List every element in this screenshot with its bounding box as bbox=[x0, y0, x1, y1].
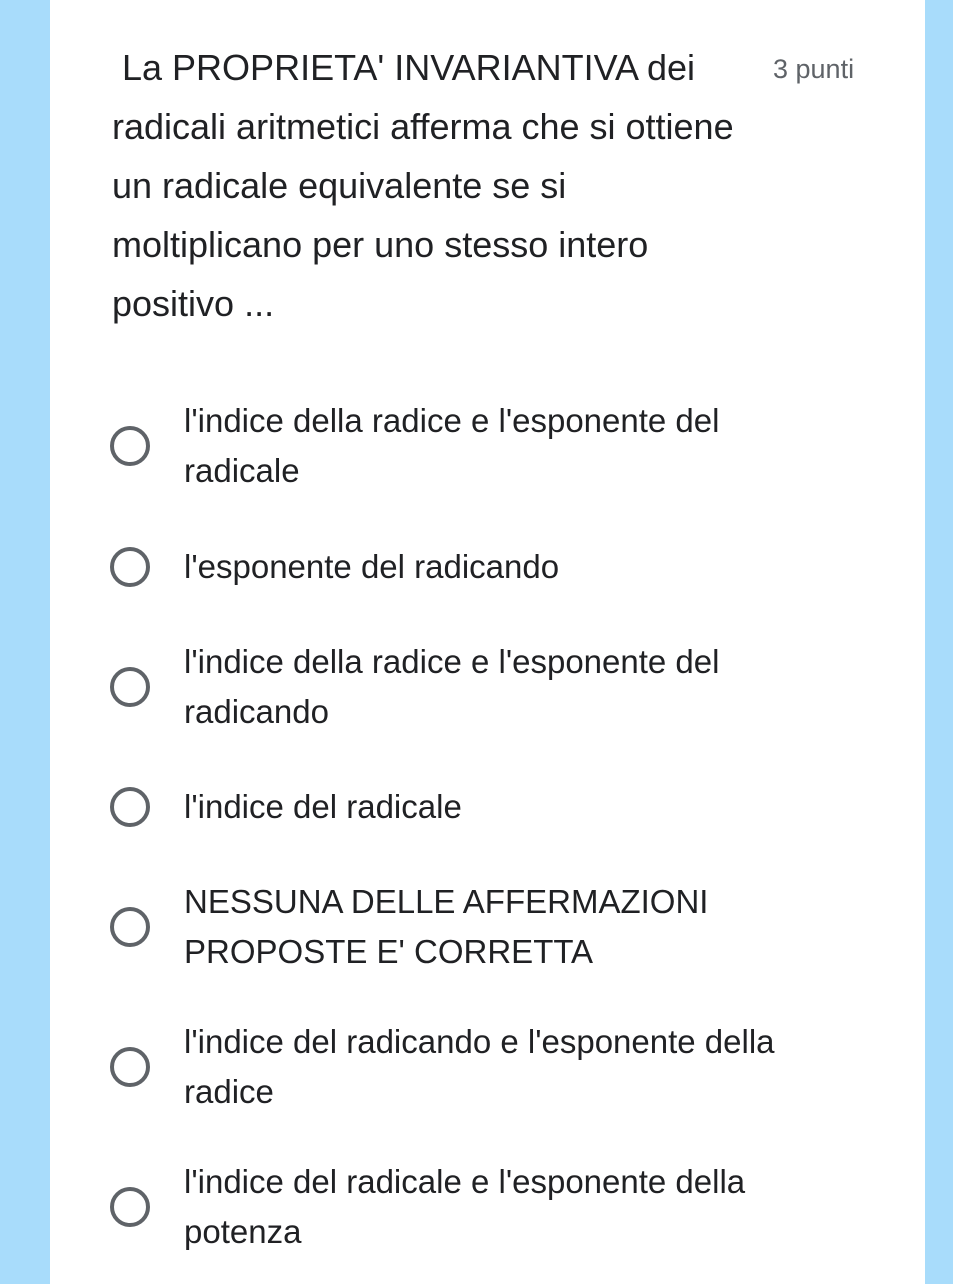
question-title-line: La PROPRIETA' INVARIANTIVA dei bbox=[122, 47, 696, 88]
option-item[interactable] bbox=[110, 782, 870, 832]
radio-button-icon[interactable] bbox=[110, 547, 150, 587]
radio-button-icon[interactable] bbox=[110, 1047, 150, 1087]
option-label: l'indice del radicale e l'esponente della potenza bbox=[184, 1163, 746, 1250]
option-label: l'indice della radice e l'esponente del radicando bbox=[184, 643, 720, 730]
radio-button-icon[interactable] bbox=[110, 667, 150, 707]
left-background-band bbox=[0, 0, 50, 1284]
radio-button-icon[interactable] bbox=[110, 1187, 150, 1227]
option-item[interactable] bbox=[110, 1157, 870, 1257]
option-item[interactable] bbox=[110, 637, 870, 737]
radio-button-icon[interactable] bbox=[110, 426, 150, 466]
option-label: NESSUNA DELLE AFFERMAZIONI PROPOSTE E' CORRETTA bbox=[184, 883, 709, 970]
points-label: 3 punti bbox=[773, 54, 855, 84]
radio-button-icon[interactable] bbox=[110, 907, 150, 947]
option-label: l'indice della radice e l'esponente del radicale bbox=[184, 402, 720, 489]
right-background-band bbox=[925, 0, 953, 1284]
question-body: radicali aritmetici afferma che si ottiene un radicale equivalente se si moltiplicano per uno stesso intero positivo ... bbox=[112, 106, 734, 324]
option-item[interactable] bbox=[110, 542, 870, 592]
radio-button-icon[interactable] bbox=[110, 787, 150, 827]
option-item[interactable] bbox=[110, 1017, 870, 1117]
option-item[interactable] bbox=[110, 877, 870, 977]
option-label: l'indice del radicando e l'esponente della radice bbox=[184, 1023, 775, 1110]
question-text bbox=[112, 38, 752, 333]
option-item[interactable] bbox=[110, 396, 870, 496]
option-label: l'indice del radicale bbox=[184, 788, 462, 825]
option-label: l'esponente del radicando bbox=[184, 548, 560, 585]
